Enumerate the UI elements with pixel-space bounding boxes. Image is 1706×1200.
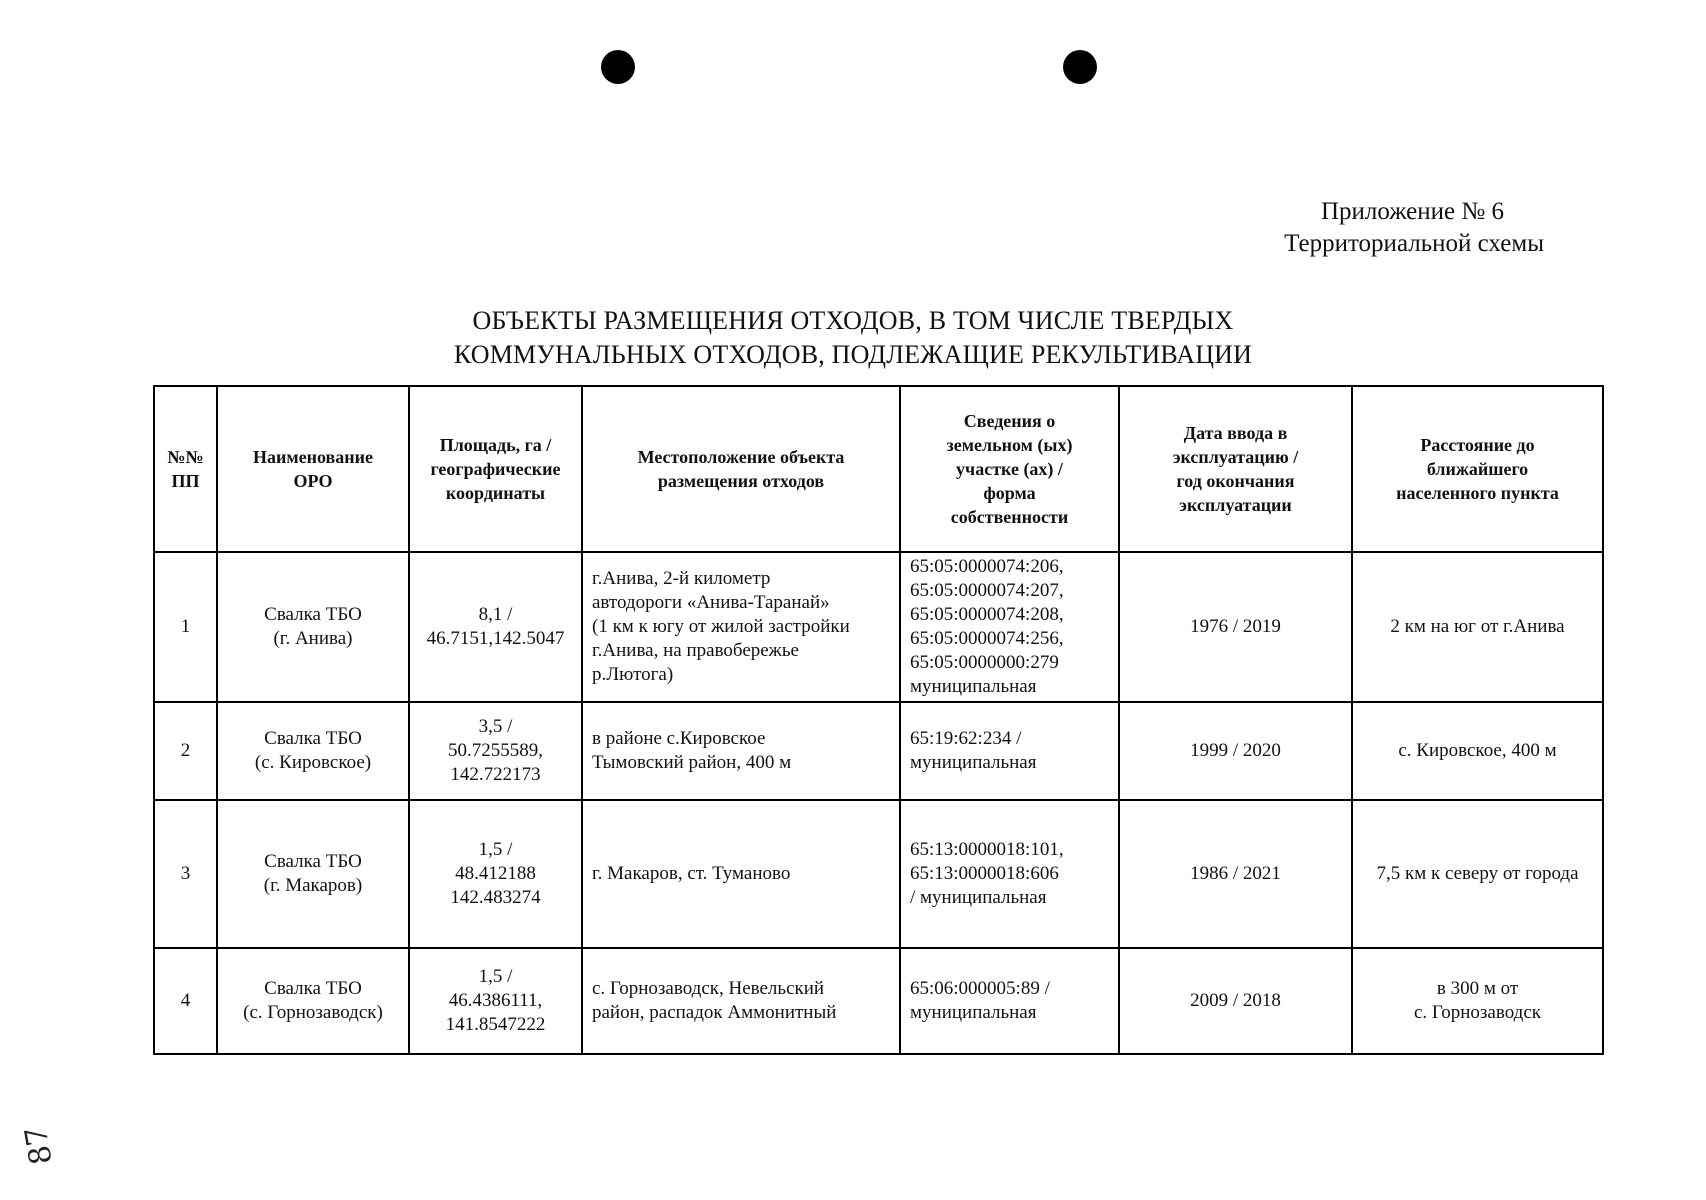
cell-area-line: 141.8547222 — [445, 1014, 546, 1035]
cell-distance-line: 2 км на юг от г.Анива — [1390, 616, 1565, 637]
cell-number — [154, 800, 217, 948]
cell-area-line: 50.7255589, — [448, 740, 543, 761]
table-row — [154, 552, 1603, 702]
header-name-line: Наименование — [253, 447, 373, 467]
cell-name — [217, 552, 409, 702]
cell-area-line: 46.7151,142.5047 — [426, 628, 565, 649]
cell-land-line: 65:13:0000018:606 — [910, 863, 1059, 884]
cell-area-line: 142.483274 — [450, 887, 541, 908]
header-name-line: ОРО — [293, 471, 333, 491]
header-location — [582, 386, 900, 552]
cell-location-line: автодороги «Анива-Таранай» — [592, 592, 830, 613]
cell-area-line: 1,5 / — [478, 839, 513, 860]
cell-land-line: муниципальная — [910, 676, 1037, 697]
cell-land-line: 65:13:0000018:101, — [910, 839, 1064, 860]
cell-land — [900, 552, 1119, 702]
title-line-2: КОММУНАЛЬНЫХ ОТХОДОВ, ПОДЛЕЖАЩИЕ РЕКУЛЬТИВАЦИИ — [453, 340, 1253, 369]
cell-area-line: 1,5 / — [478, 966, 513, 987]
cell-land — [900, 702, 1119, 800]
header-area-line: координаты — [445, 483, 546, 503]
cell-area — [409, 800, 582, 948]
table-row — [154, 800, 1603, 948]
cell-area-line: 46.4386111, — [448, 990, 543, 1011]
cell-land-line: / муниципальная — [910, 887, 1047, 908]
cell-name — [217, 800, 409, 948]
header-dates-line: эксплуатацию / — [1172, 447, 1299, 467]
table-body — [154, 552, 1603, 1054]
cell-number — [154, 948, 217, 1054]
cell-name-line: Свалка ТБО — [264, 728, 362, 749]
cell-area — [409, 552, 582, 702]
cell-dates — [1119, 552, 1352, 702]
cell-area-line: 142.722173 — [450, 764, 541, 785]
table-row — [154, 702, 1603, 800]
header-location-line: размещения отходов — [657, 471, 825, 491]
cell-land-line: 65:05:0000074:208, — [910, 604, 1064, 625]
cell-name-line: Свалка ТБО — [264, 851, 362, 872]
header-land-line: земельном (ых) — [946, 435, 1073, 455]
header-land — [900, 386, 1119, 552]
cell-land — [900, 800, 1119, 948]
cell-area — [409, 702, 582, 800]
cell-dates-line: 1976 / 2019 — [1190, 616, 1281, 637]
header-area-line: географические — [430, 459, 561, 479]
cell-location — [582, 948, 900, 1054]
header-land-line: форма — [983, 483, 1036, 503]
cell-land-line: 65:05:0000074:207, — [910, 580, 1064, 601]
cell-distance — [1352, 948, 1603, 1054]
cell-distance-line: в 300 м от — [1436, 978, 1519, 999]
cell-dates-line: 1999 / 2020 — [1190, 740, 1281, 761]
header-name — [217, 386, 409, 552]
cell-name-line: Свалка ТБО — [264, 604, 362, 625]
cell-land-line: 65:05:0000074:206, — [910, 556, 1064, 577]
appendix-label — [1284, 196, 1544, 260]
cell-distance — [1352, 800, 1603, 948]
cell-distance-line: с. Кировское, 400 м — [1398, 740, 1557, 761]
cell-land-line: 65:19:62:234 / — [910, 728, 1022, 749]
cell-name — [217, 948, 409, 1054]
header-land-line: собственности — [950, 507, 1069, 527]
cell-distance — [1352, 552, 1603, 702]
cell-name-line: (г. Макаров) — [263, 875, 363, 896]
header-distance-line: населенного пункта — [1396, 483, 1559, 503]
header-distance-line: Расстояние до — [1420, 435, 1535, 455]
table-header-row — [154, 386, 1603, 552]
header-number — [154, 386, 217, 552]
cell-area-line: 48.412188 — [455, 863, 536, 884]
header-area-line: Площадь, га / — [439, 435, 552, 455]
cell-land-line: муниципальная — [910, 752, 1037, 773]
header-distance-line: ближайшего — [1426, 459, 1529, 479]
cell-location-line: г.Анива, 2-й километр — [592, 568, 771, 589]
cell-name — [217, 702, 409, 800]
cell-area-line: 8,1 / — [478, 604, 513, 625]
cell-land-line: 65:06:000005:89 / — [910, 978, 1050, 999]
cell-location — [582, 702, 900, 800]
waste-sites-table — [153, 385, 1604, 1055]
punch-hole-right — [1063, 50, 1097, 84]
cell-location-line: г. Макаров, ст. Туманово — [592, 863, 791, 884]
cell-location-line: г.Анива, на правобережье — [592, 640, 799, 661]
cell-dates — [1119, 948, 1352, 1054]
cell-location-line: р.Лютога) — [592, 664, 674, 685]
cell-dates-line: 2009 / 2018 — [1190, 990, 1281, 1011]
cell-name-line: (с. Горнозаводск) — [243, 1002, 383, 1023]
cell-location-line: с. Горнозаводск, Невельский — [592, 978, 825, 999]
header-number-line: №№ — [167, 447, 204, 467]
cell-number — [154, 702, 217, 800]
header-area — [409, 386, 582, 552]
header-dates — [1119, 386, 1352, 552]
cell-location — [582, 800, 900, 948]
cell-land-line: 65:05:0000000:279 — [910, 652, 1059, 673]
header-dates-line: эксплуатации — [1179, 495, 1292, 515]
header-land-line: Сведения о — [963, 411, 1056, 431]
punch-hole-left — [601, 50, 635, 84]
header-number-line: ПП — [171, 471, 200, 491]
appendix-line-2: Территориальной схемы — [1284, 230, 1544, 257]
cell-land — [900, 948, 1119, 1054]
cell-distance — [1352, 702, 1603, 800]
appendix-line-1: Приложение № 6 — [1320, 198, 1504, 225]
cell-location-line: в районе с.Кировское — [592, 728, 766, 749]
header-dates-line: год окончания — [1176, 471, 1295, 491]
cell-name-line: (г. Анива) — [273, 628, 353, 649]
title-line-1: ОБЪЕКТЫ РАЗМЕЩЕНИЯ ОТХОДОВ, В ТОМ ЧИСЛЕ ТВЕРДЫХ — [472, 306, 1234, 335]
cell-name-line: (с. Кировское) — [254, 752, 372, 773]
cell-number-line: 2 — [180, 740, 191, 761]
cell-land-line: муниципальная — [910, 1002, 1037, 1023]
cell-name-line: Свалка ТБО — [264, 978, 362, 999]
cell-land-line: 65:05:0000074:256, — [910, 628, 1064, 649]
cell-dates-line: 1986 / 2021 — [1190, 863, 1281, 884]
margin-page-number: 87 — [18, 1123, 60, 1168]
cell-number-line: 4 — [180, 990, 191, 1011]
header-distance — [1352, 386, 1603, 552]
cell-location-line: (1 км к югу от жилой застройки — [592, 616, 850, 637]
header-dates-line: Дата ввода в — [1183, 423, 1288, 443]
cell-area — [409, 948, 582, 1054]
header-location-line: Местоположение объекта — [637, 447, 845, 467]
cell-number-line: 3 — [180, 863, 191, 884]
cell-location-line: Тымовский район, 400 м — [592, 752, 792, 773]
cell-location — [582, 552, 900, 702]
document-title — [0, 304, 1706, 372]
cell-number — [154, 552, 217, 702]
cell-distance-line: с. Горнозаводск — [1414, 1002, 1541, 1023]
cell-area-line: 3,5 / — [478, 716, 513, 737]
cell-number-line: 1 — [180, 616, 191, 637]
cell-location-line: район, распадок Аммонитный — [592, 1002, 837, 1023]
cell-distance-line: 7,5 км к северу от города — [1376, 863, 1579, 884]
table-row — [154, 948, 1603, 1054]
cell-dates — [1119, 800, 1352, 948]
header-land-line: участке (ах) / — [956, 459, 1063, 479]
cell-dates — [1119, 702, 1352, 800]
